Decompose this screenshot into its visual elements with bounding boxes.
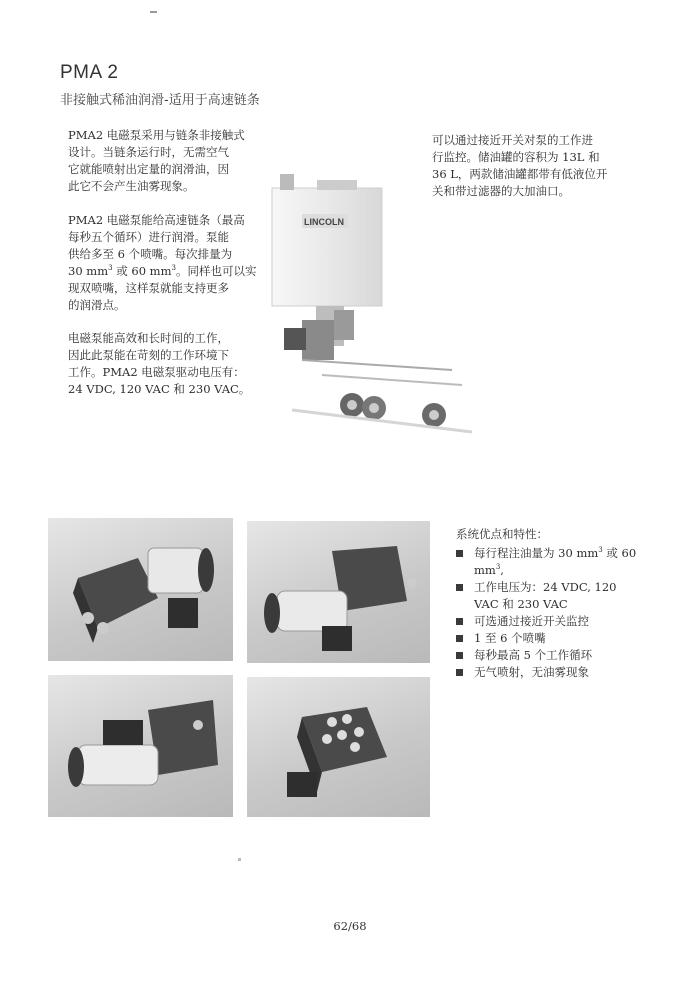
square-bullet-icon — [456, 635, 463, 642]
scan-speck — [150, 11, 157, 13]
scan-speck — [238, 858, 241, 861]
feature-item — [456, 613, 636, 630]
features-heading: 系统优点和特性： — [456, 527, 548, 541]
square-bullet-icon — [456, 669, 463, 676]
intro-paragraph: PMA2 电磁泵采用与链条非接触式 设计。当链条运行时，无需空气 它就能喷射出定量的润滑油，因 此它不会产生油雾现象。 — [68, 128, 245, 193]
feature-text: 1 至 6 个喷嘴 — [474, 631, 546, 645]
feature-text: , — [500, 563, 504, 577]
pump-capability-text-c: 。同样也可以实 现双喷嘴，这样泵就能支持更多 的润滑点。 — [68, 264, 257, 312]
feature-text: 无气喷射，无油雾现象 — [474, 665, 589, 679]
page-subtitle: 非接触式稀油润滑-适用于高速链条 — [60, 93, 260, 108]
pump-photo-3 — [48, 675, 233, 817]
feature-item — [456, 579, 636, 613]
monitoring-paragraph: 可以通过接近开关对泵的工作进 行监控。储油罐的容积为 13L 和 36 L，两款储油罐都带有低液位开 关和带过滤器的大加油口。 — [432, 133, 608, 198]
features-list — [456, 526, 636, 681]
square-bullet-icon — [456, 550, 463, 557]
feature-item — [456, 647, 636, 664]
cubic-superscript: 3 — [108, 264, 113, 273]
feature-item — [456, 545, 636, 579]
square-bullet-icon — [456, 652, 463, 659]
pump-capability-text-b: 或 60 mm — [112, 264, 172, 278]
page-number: 62/68 — [333, 919, 367, 933]
cubic-superscript: 3 — [171, 264, 176, 273]
pump-photo-2 — [247, 521, 430, 663]
pump-capability-paragraph — [68, 212, 268, 314]
feature-text: 或 60 mm — [474, 546, 637, 577]
page-title: PMA 2 — [60, 62, 119, 83]
square-bullet-icon — [456, 584, 463, 591]
pump-photo-4 — [247, 677, 430, 817]
voltage-paragraph: 电磁泵能高效和长时间的工作， 因此此泵能在苛刻的工作环境下 工作。PMA2 电磁泵驱动电压有： 24 VDC, 120 VAC 和 230 VAC。 — [68, 331, 251, 396]
lincoln-logo: LINCOLN — [304, 217, 344, 227]
pump-photo-1 — [48, 518, 233, 661]
feature-text: 可选通过接近开关监控 — [474, 614, 589, 628]
feature-item — [456, 664, 636, 681]
feature-text: 每行程注油量为 30 mm — [474, 546, 599, 560]
feature-item — [456, 630, 636, 647]
pump-capability-text-a: PMA2 电磁泵能给高速链条（最高 每秒五个循环）进行润滑。泵能 供给多至 6 个喷嘴。每次排量为 30 mm — [68, 213, 245, 278]
cubic-superscript: 3 — [598, 546, 603, 555]
cubic-superscript: 3 — [495, 563, 501, 572]
square-bullet-icon — [456, 618, 463, 625]
feature-text: 工作电压为：24 VDC, 120 VAC 和 230 VAC — [474, 580, 617, 611]
feature-text: 每秒最高 5 个工作循环 — [474, 648, 593, 662]
pump-assembly-image — [262, 170, 492, 440]
